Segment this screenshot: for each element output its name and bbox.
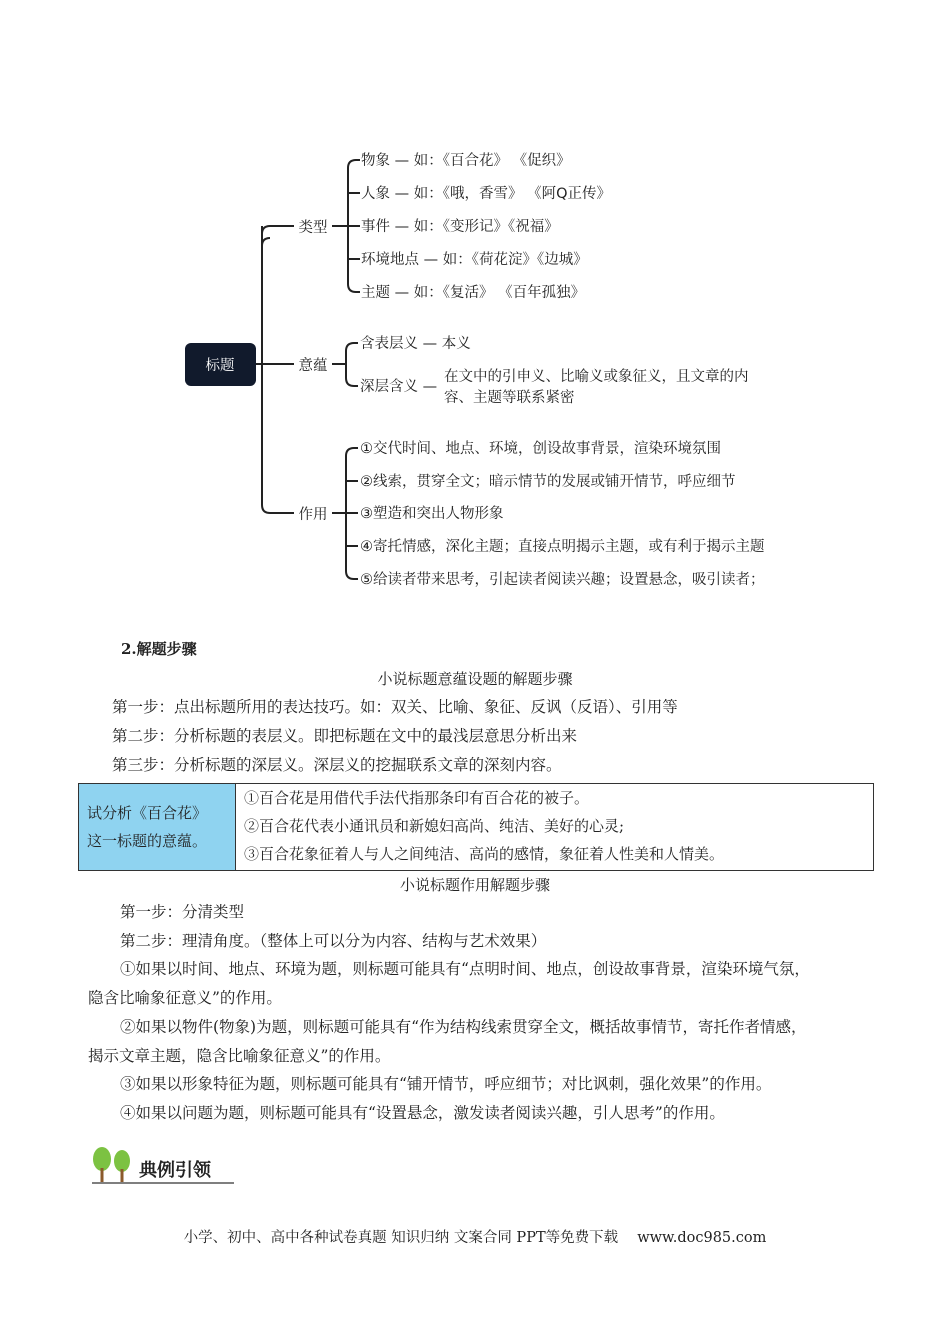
meaning-step: 第二步：分析标题的表层义。即把标题在文中的最浅层意思分析出来 (112, 727, 578, 745)
meaning-step: 第一步：点出标题所用的表达技巧。如：双关、比喻、象征、反讽（反语）、引用等 (112, 698, 678, 716)
meaning-steps-title: 小说标题意蕴设题的解题步骤 (377, 670, 573, 688)
case-line: ①如果以时间、地点、环境为题，则标题可能具有“点明时间、地点，创设故事背景，渲染环境气氛， (120, 960, 810, 978)
mindmap-category-type: 类型 (298, 220, 328, 236)
mindmap-category-function: 作用 (298, 507, 328, 523)
case-line: ④如果以问题为题，则标题可能具有“设置悬念，激发读者阅读兴趣，引人思考”的作用。 (120, 1104, 725, 1122)
example-answer: ①百合花是用借代手法代指那条印有百合花的被子。 (244, 789, 590, 807)
mindmap-meaning-deep-label: 深层含义 — (360, 379, 438, 395)
mindmap-type-item: 人象 — 如：《哦，香雪》 《阿Q正传》 (361, 186, 611, 202)
tree-icon (93, 1147, 130, 1182)
case-line: ③如果以形象特征为题，则标题可能具有“铺开情节，呼应细节；对比讽刺，强化效果”的作用。 (120, 1075, 772, 1093)
mindmap-function-item: ②线索，贯穿全文；暗示情节的发展或铺开情节，呼应细节 (360, 474, 736, 490)
case-line: 隐含比喻象征意义”的作用。 (88, 989, 282, 1007)
example-question-line: 试分析《百合花》 (87, 804, 208, 822)
example-answer: ②百合花代表小通讯员和新媳妇高尚、纯洁、美好的心灵; (244, 817, 625, 835)
mindmap-meaning-surface: 含表层义 — 本义 (360, 336, 471, 352)
mindmap-function-item: ①交代时间、地点、环境，创设故事背景，渲染环境氛围 (360, 441, 721, 457)
function-steps-title: 小说标题作用解题步骤 (399, 876, 550, 894)
mindmap-type-item: 物象 — 如：《百合花》 《促织》 (361, 153, 571, 169)
mindmap-meaning-deep-line: 在文中的引申义、比喻义或象征义，且文章的内 (444, 369, 749, 385)
case-line: ②如果以物件(物象)为题，则标题可能具有“作为结构线索贯穿全文，概括故事情节，寄托作者情感， (120, 1018, 807, 1036)
mindmap-meaning-deep-line: 容、主题等联系紧密 (444, 390, 575, 406)
title-mindmap (0, 0, 950, 620)
meaning-step: 第三步：分析标题的深层义。深层义的挖掘联系文章的深刻内容。 (112, 756, 562, 774)
case-line: 揭示文章主题，隐含比喻象征意义”的作用。 (88, 1047, 391, 1065)
mindmap-type-item: 环境地点 — 如：《荷花淀》《边城》 (361, 252, 588, 268)
example-answers (236, 784, 874, 871)
mindmap-category-meaning: 意蕴 (298, 358, 328, 374)
function-step: 第二步：理清角度。（整体上可以分为内容、结构与艺术效果） (120, 932, 547, 950)
example-answer: ③百合花象征着人与人之间纯洁、高尚的感情，象征着人性美和人情美。 (244, 845, 725, 863)
mindmap-function-item: ③塑造和突出人物形象 (360, 506, 504, 522)
mindmap-type-item: 主题 — 如：《复活》 《百年孤独》 (361, 285, 586, 301)
mindmap-root-label: 标题 (205, 358, 235, 374)
example-question-line: 这一标题的意蕴。 (87, 832, 208, 850)
mindmap-function-item: ⑤给读者带来思考，引起读者阅读兴趣；设置悬念，吸引读者； (360, 572, 765, 588)
mindmap-function-item: ④寄托情感，深化主题；直接点明揭示主题，或有利于揭示主题 (360, 539, 765, 555)
footer-text: 小学、初中、高中各种试卷真题 知识归纳 文案合同 PPT等免费下载 www.doc985.com (183, 1230, 767, 1246)
example-table (78, 783, 874, 871)
example-question (79, 784, 236, 871)
function-step: 第一步：分清类型 (120, 903, 245, 921)
mindmap-type-item: 事件 — 如：《变形记》《祝福》 (361, 219, 559, 235)
banner-label: 典例引领 (139, 1160, 211, 1181)
section-heading: 2.解题步骤 (121, 640, 197, 658)
